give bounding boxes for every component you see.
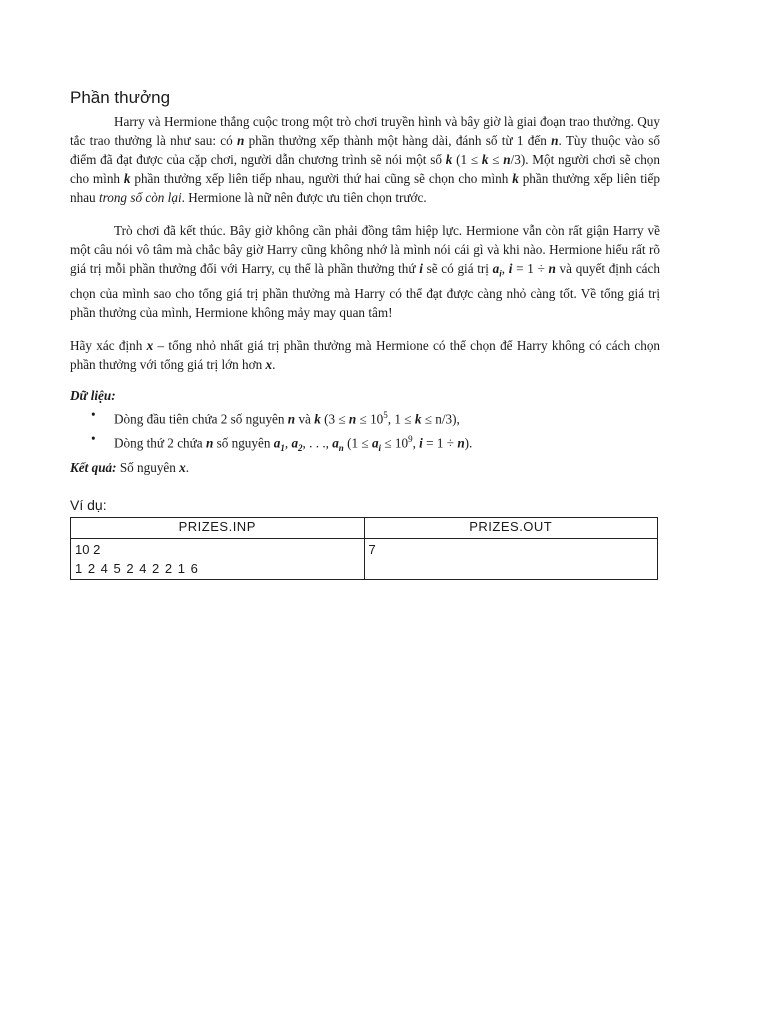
text: Số nguyên: [116, 460, 180, 476]
text: và: [295, 411, 315, 427]
subscript: 2: [298, 443, 303, 454]
italic-text: trong số còn lại: [98, 190, 182, 205]
var-a: a: [371, 435, 379, 451]
subscript: i: [378, 443, 382, 454]
var-x: x: [179, 460, 186, 476]
text: .: [185, 460, 190, 476]
table-header-row: [71, 518, 658, 539]
var-a: a: [492, 261, 500, 276]
text: – tổng nhỏ nhất giá trị phần thưởng mà Hermione có thể chọn để Harry không có cách chọn phần thưởng với tổng giá trị lớn hơn: [70, 337, 661, 372]
var-n: n: [205, 435, 214, 451]
text: Hãy xác định: [70, 337, 147, 353]
var-a: a: [332, 435, 339, 451]
var-n: n: [348, 411, 357, 427]
text: sẽ có giá trị: [422, 261, 493, 276]
text: , 1 ≤: [387, 411, 415, 427]
text: ≤ 10: [356, 411, 384, 427]
text: Dòng đầu tiên chứa 2 số nguyên: [114, 411, 288, 427]
var-n: n: [548, 261, 556, 276]
text: ≤ 10: [381, 435, 409, 451]
output-cell: [364, 539, 658, 580]
subscript: i: [499, 268, 502, 279]
text: phần thưởng xếp thành một hàng dài, đánh số từ 1 đến: [244, 133, 552, 148]
bullet-icon: •: [91, 406, 96, 422]
var-a: a: [273, 435, 281, 451]
output-spec: [70, 458, 660, 477]
paragraph-task: [70, 336, 660, 374]
input-spec-list: [70, 405, 660, 458]
var-x: x: [265, 356, 273, 372]
var-k: k: [314, 411, 321, 427]
text: (1 ≤: [452, 152, 482, 167]
input-line: 10 2: [75, 542, 101, 558]
example-table: [70, 517, 658, 580]
text: ,: [284, 435, 292, 451]
output-line: 7: [368, 542, 376, 558]
text: .: [272, 356, 276, 372]
problem-title: Phần thưởng: [70, 88, 171, 107]
example-heading: Ví dụ:: [70, 497, 107, 514]
text: ,: [501, 261, 509, 276]
var-i: i: [508, 261, 513, 276]
list-item: [70, 429, 660, 458]
problem-statement: [70, 88, 660, 580]
bullet-icon: •: [91, 431, 96, 447]
input-heading: Dữ liệu:: [70, 387, 116, 403]
superscript: 9: [408, 434, 413, 445]
table-row: [71, 539, 658, 580]
list-item: [70, 405, 660, 429]
output-heading: Kết quả:: [70, 460, 117, 476]
input-line: 1 2 4 5 2 4 2 2 1 6: [75, 561, 199, 577]
paragraph-story: [70, 221, 660, 322]
var-k: k: [481, 152, 489, 167]
text: , . . .,: [302, 435, 333, 451]
var-n: n: [457, 435, 465, 451]
var-x: x: [146, 337, 154, 353]
text: = 1 ÷: [512, 261, 549, 276]
var-n: n: [503, 152, 511, 167]
var-k: k: [123, 171, 131, 186]
text: ≤: [488, 152, 504, 167]
text: /3). Một người chơi sẽ chọn cho mình: [70, 152, 660, 186]
text: phần thưởng xếp liên tiếp nhau: [70, 171, 660, 205]
text: = 1 ÷: [422, 435, 458, 451]
var-k: k: [512, 171, 519, 186]
paragraph-intro: [70, 112, 660, 207]
text: Dòng thứ 2 chứa: [114, 435, 206, 451]
text: phần thưởng xếp liên tiếp nhau, người thứ hai cũng sẽ chọn cho mình: [130, 171, 513, 186]
var-i: i: [419, 435, 423, 451]
var-i: i: [419, 261, 423, 276]
subscript: 1: [280, 443, 285, 454]
text: . Hermione là nữ nên được ưu tiên chọn trước.: [181, 190, 427, 205]
text: . Tùy thuộc vào số điểm đã đạt được của cặp chơi, người dẫn chương trình sẽ nói một số: [70, 133, 661, 167]
subscript: n: [338, 443, 344, 454]
text: ).: [464, 435, 473, 451]
var-n: n: [287, 411, 296, 427]
text: Harry và Hermione thắng cuộc trong một trò chơi truyền hình và bây giờ là giai đoạn trao thưởng. Quy tắc trao thưởng là như sau: có: [70, 114, 660, 148]
var-k: k: [445, 152, 453, 167]
column-header-output: PRIZES.OUT: [364, 518, 658, 539]
input-cell: [71, 539, 365, 580]
var-n: n: [551, 133, 559, 148]
text: (1 ≤: [343, 435, 372, 451]
text: số nguyên: [213, 435, 274, 451]
var-n: n: [237, 133, 245, 148]
var-a: a: [291, 435, 299, 451]
text: Trò chơi đã kết thúc. Bây giờ không cần phải đồng tâm hiệp lực. Hermione vẫn còn rất giận Harry về một câu nói vô tâm mà chắc bây giờ Harry cũng không nhớ là mình nói cái gì và khi nào. Hermione hiểu rất rõ giá trị mỗi phần thưởng đối với Harry, cụ thể là phần thưởng thứ: [70, 223, 660, 276]
text: ,: [412, 435, 420, 451]
text: ≤ n/3),: [421, 411, 460, 427]
var-k: k: [414, 411, 422, 427]
text: và quyết định cách chọn của mình sao cho tổng giá trị phần thưởng mà Harry có thể đạt được càng nhỏ càng tốt. Về tổng giá trị phần thưởng của mình, Hermione không mảy may quan tâm!: [70, 261, 660, 320]
superscript: 5: [383, 409, 388, 420]
column-header-input: PRIZES.INP: [71, 518, 365, 539]
text: (3 ≤: [320, 411, 349, 427]
